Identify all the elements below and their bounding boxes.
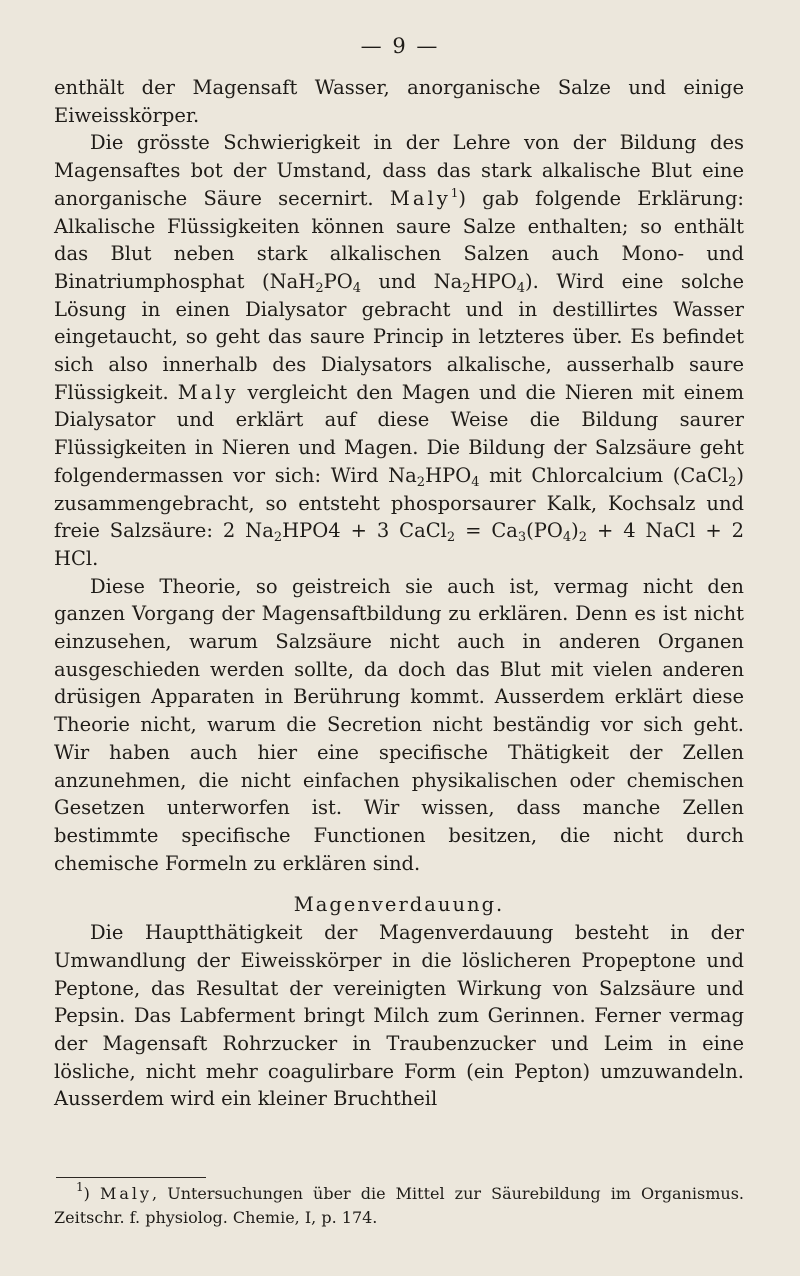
paragraph-1: enthält der Magensaft Wasser, anorganische Salze und einige Eiweisskörper. [54,76,744,127]
footnote-rule [56,1177,206,1178]
footnote-author: Maly [99,1184,153,1203]
footnote: $^1$) Maly, Untersuchungen über die Mittel zur Säurebildung im Organismus. Zeitschr. f. physiolog. Chemie, I, p. 174. [54,1180,745,1227]
paragraph-4: Die Hauptthätigkeit der Magenverdauung besteht in der Umwandlung der Eiweisskörper in die löslicheren Propeptone und Peptone, das Resultat der vereinigten Wirkung von Salzsäure und Pepsin. Das Labferment bringt Milch zum Gerinnen. Ferner vermag der Magensaft Rohrzucker in Traubenzucker und Leim in eine lösliche, nicht mehr coagulirbare Form (ein Pepton) umzuwandeln. Ausserdem wird ein kleiner Bruchtheil [54,921,744,1111]
author-name: Maly [389,186,451,210]
paragraph-2: Die grösste Schwierigkeit in der Lehre von der Bildung des Magensaftes bot der Umstand, dass das stark alkalische Blut eine anorganische Säure secernirt. Maly$^1$) gab folgende Erklärung: Alkalische Flüssigkeiten können saure Salze enthalten; so enthält das Blut neben stark alkalischen Salzen auch Mono- und Binatriumphosphat ($NaH_2PO_4$ und $Na_2HPO_4$). Wird eine solche Lösung in einen Dialysator gebracht und in destillirtes Wasser eingetaucht, so geht das saure Princip in letzteres über. Es befindet sich also innerhalb des Dialysators alkalische, ausserhalb saure Flüssigkeit. Maly vergleicht den Magen und die Nieren mit einem Dialysator und erklärt auf diese Weise die Bildung saurer Flüssigkeiten in Nieren und Magen. Die Bildung der Salzsäure geht folgendermassen vor sich: Wird $Na_2HPO_4$ mit Chlorcalcium (CaCl$_2$) zusammengebracht, so entsteht phosporsaurer Kalk, Kochsalz und freie Salzsäure: 2 $Na_2HPO4 + 3$ CaCl$_2$ = $Ca_3(PO_4)_2 + 4$ NaCl + 2 HCl. [54,131,744,570]
body-text [54,74,744,1113]
page-number: — 9 — [360,34,440,58]
section-heading: Magenverdauung. [293,893,505,917]
footnote-number: 1 [76,1180,84,1194]
author-name: Maly [177,380,239,404]
footnote-marker: 1 [450,185,459,200]
paragraph-3: Diese Theorie, so geistreich sie auch ist, vermag nicht den ganzen Vorgang der Magensaftbildung zu erklären. Denn es ist nicht einzusehen, warum Salzsäure nicht auch in anderen Organen ausgeschieden werden sollte, da doch das Blut mit vielen anderen drüsigen Apparaten in Berührung kommt. Ausserdem erklärt diese Theorie nicht, warum die Secretion nicht beständig vor sich geht. Wir haben auch hier eine specifische Thätigkeit der Zellen anzunehmen, die nicht einfachen physikalischen oder chemischen Gesetzen unterworfen ist. Wir wissen, dass manche Zellen bestimmte specifische Functionen besitzen, die nicht durch chemische Formeln zu erklären sind. [54,574,744,875]
